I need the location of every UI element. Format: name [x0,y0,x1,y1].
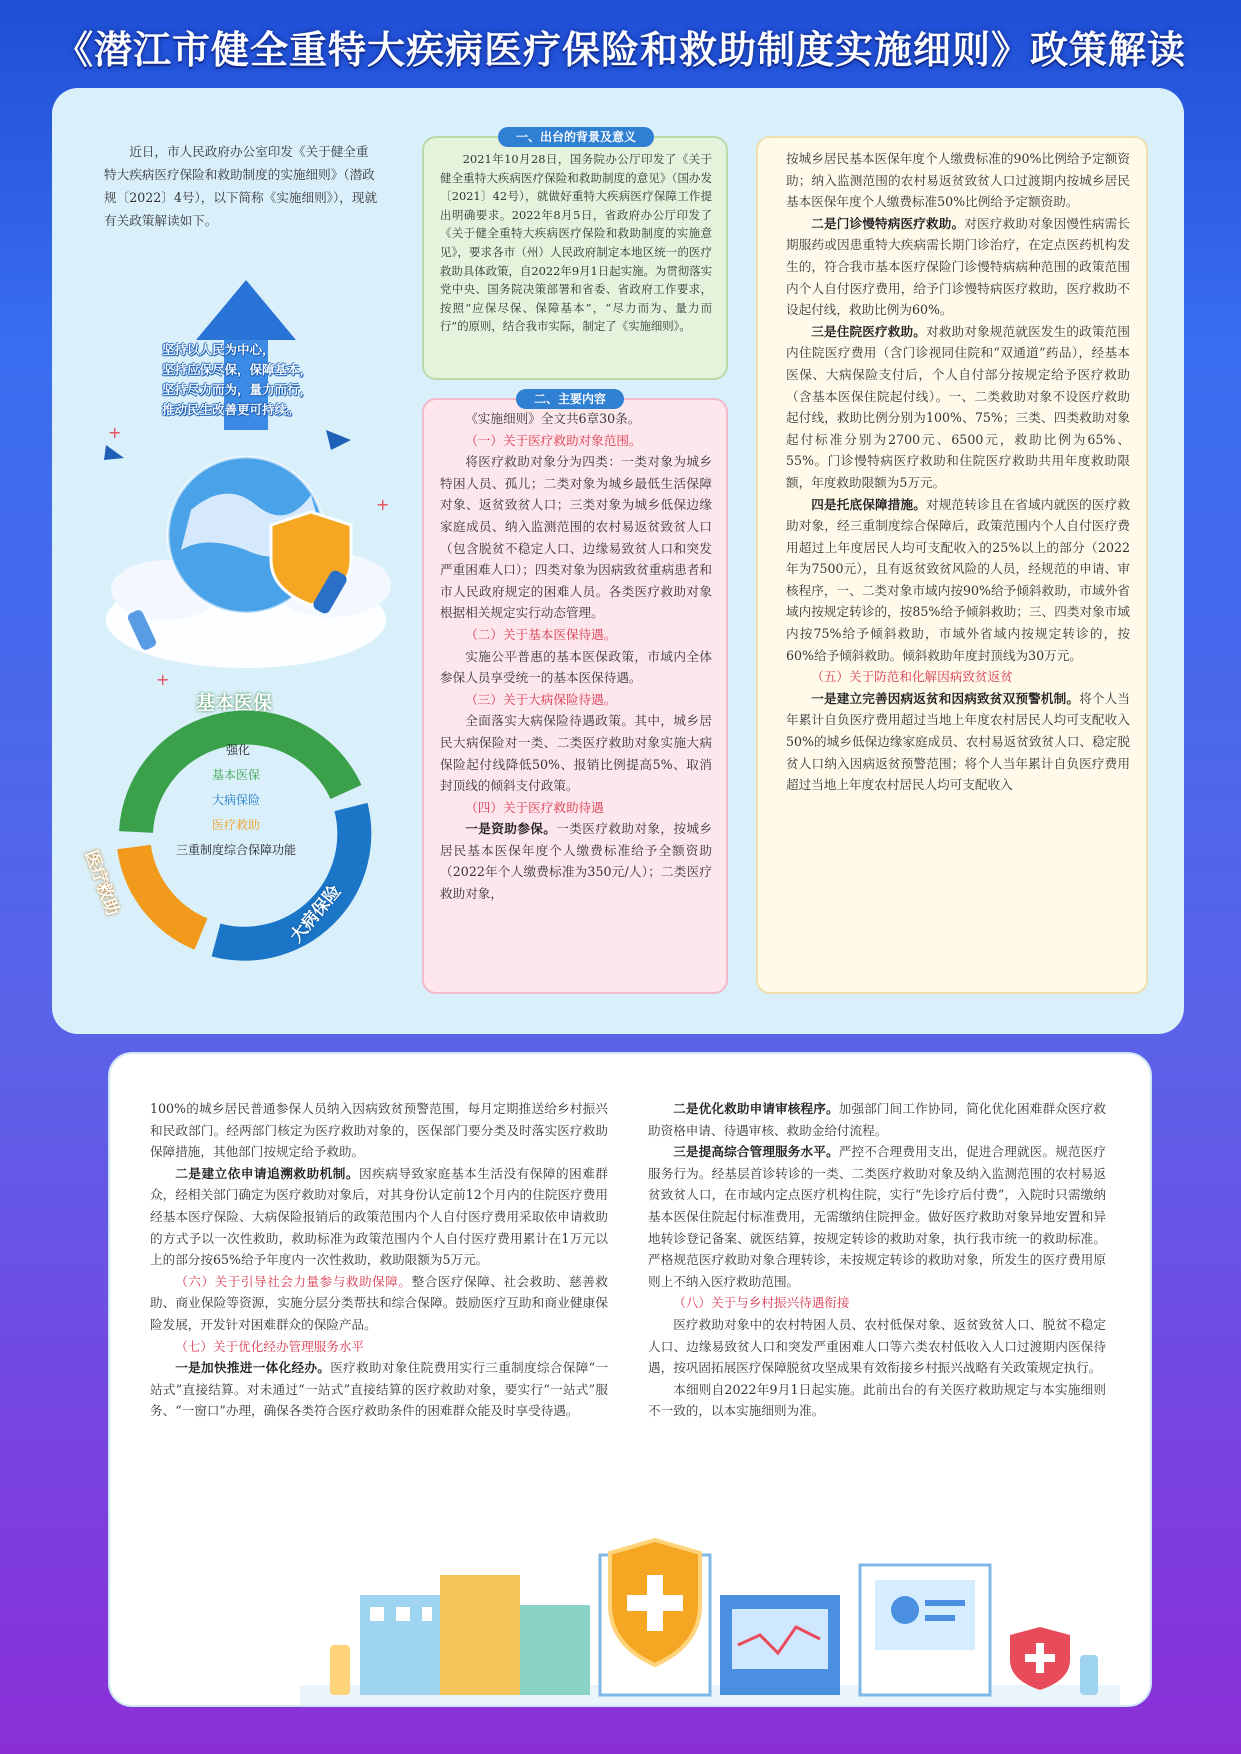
bold-lead: 二是优化救助申请审核程序。 [673,1101,839,1116]
paragraph-body: 加强部门间工作协同，简化优化困难群众医疗救助资格申请、待遇审核、救助金给付流程。 [648,1101,1107,1138]
paragraph-body: 对医疗救助对象因慢性病需长期服药或因患重特大疾病需长期门诊治疗，在定点医药机构发生的，符合我市基本医疗保险门诊慢特病病种范围的政策范围内个人自付医疗费用，给予门诊慢特病医疗救助，医疗救助不设起付线，救助比例为60%。 [786,215,1131,318]
paragraph-body: 因疾病导致家庭基本生活没有保障的困难群众，经相关部门确定为医疗救助对象后，对其身份认定前12个月内的住院医疗费用经基本医疗保险、大病保险报销后的政策范围内个人自付医疗费用采取依申请救助的方式予以一次性救助，救助标准为政策范围内个人自付医疗费用累计在1万元以上的部分按65%给予年度内一次性救助，救助限额为5万元。 [150,1165,609,1268]
bottom-right-text [648,1098,1106,1422]
section-tag-main-content: 二、主要内容 [516,389,624,409]
ring-center-item: 基本医保 [212,768,261,782]
paragraph [440,818,712,904]
paragraph-body: 严控不合理费用支出，促进合理就医。规范医疗服务行为。经基层首诊转诊的一类、二类医疗救助对象及纳入监测范围的农村易返贫致贫人口，在市域内定点医疗机构住院，实行“先诊疗后付费”，入院时只需缴纳基本医保住院起付标准费用，无需缴纳住院押金。做好医疗救助对象异地安置和异地转诊登记备案、就医结算，按规定转诊的救助对象，执行我市统一的救助标准。严格规范医疗救助对象合理转诊，未按规定转诊的救助对象，所发生的医疗费用原则上不纳入医疗救助范围。 [648,1144,1107,1289]
paragraph: 医疗救助对象中的农村特困人员、农村低保对象、返贫致贫人口、脱贫不稳定人口、边缘易致贫人口和突发严重困难人口等六类农村低收入人口过渡期内医保待遇，按巩固拓展医疗保障脱贫攻坚成果有效衔接乡村振兴战略有关政策规定执行。 [648,1316,1106,1376]
bold-lead: 二是门诊慢特病医疗救助。 [811,215,965,231]
slogan-line: 坚持应保尽保，保障基本， [162,362,313,377]
bold-lead: 三是提高综合管理服务水平。 [673,1144,839,1160]
paragraph [786,494,1130,667]
svg-text:+: + [376,495,390,514]
paragraph: 100%的城乡居民普通参保人员纳入因病致贫预警范围，每月定期推送给乡村振兴和民政部门。经两部门核定为医疗救助对象的，医保部门要分类及时落实医疗救助保障措施，其他部门按规定给予救助。 [150,1101,608,1160]
paragraph: 全面落实大病保险待遇政策。其中，城乡居民大病保险对一类、二类医疗救助对象实施大病保险起付线降低50%、报销比例提高5%、取消封顶线的倾斜支付政策。 [440,713,712,794]
page-title: 《潜江市健全重特大疾病医疗保险和救助制度实施细则》政策解读 [54,28,1186,72]
ring-label-serious-illness: 大病保险 [286,881,346,947]
svg-text:+: + [108,423,122,442]
subheading-label: （六）关于引导社会力量参与救助保障。 [175,1273,412,1289]
ring-center-item: 三重制度综合保障功能 [176,843,297,857]
paragraph-body: 医疗救助对象住院费用实行三重制度综合保障“一站式”直接结算。对未通过“一站式”直接结算的医疗救助对象，要实行“一站式”服务、“一窗口”办理，确保各类符合医疗救助条件的困难群众能及时享受待遇。 [150,1360,608,1419]
right-content-text [786,148,1130,796]
ring-label-basic-insurance: 基本医保 [196,692,273,714]
subheading: （四）关于医疗救助待遇 [465,799,604,815]
bold-lead: 三是住院医疗救助。 [811,323,927,339]
subheading: （一）关于医疗救助对象范围。 [465,432,642,448]
slogan-line: 坚持尽力而为，量力而行， [162,382,313,397]
slogan-block [162,340,312,420]
ring-center-list [176,738,296,863]
paragraph: 按城乡居民基本医保年度个人缴费标准的90%比例给予定额资助；纳入监测范围的农村易返贫致贫人口过渡期内按城乡居民基本医保年度个人缴费标准50%比例给予定额资助。 [786,151,1130,210]
bold-lead: 一是资助参保。 [465,821,557,837]
paragraph [648,1098,1106,1141]
bold-lead: 一是加快推进一体化经办。 [175,1360,331,1376]
subheading: （五）关于防范和化解因病致贫返贫 [811,669,1013,685]
paragraph-body: 整合医疗保障、社会救助、慈善救助、商业保险等资源，实施分层分类帮扶和综合保障。鼓励医疗互助和商业健康保险发展，开发针对困难群众的保险产品。 [150,1273,609,1332]
ring-center-item: 医疗救助 [212,818,261,832]
subheading: （二）关于基本医保待遇。 [465,626,617,642]
paragraph: 《实施细则》全文共6章30条。 [465,411,641,426]
paragraph-body: 一类医疗救助对象，按城乡居民基本医保年度个人缴费标准给予全额资助（2022年个人缴费标准为350元/人）；二类医疗救助对象， [440,821,713,902]
section-tag-background: 一、出台的背景及意义 [498,127,654,147]
svg-text:+: + [156,670,170,689]
ring-label-medical-aid: 医疗救助 [80,847,123,919]
paragraph: 将医疗救助对象分为四类：一类对象为城乡特困人员、孤儿；二类对象为城乡最低生活保障对象、返贫致贫人口；三类对象为城乡低保边缘家庭成员、纳入监测范围的农村易返贫致贫人口（包含脱贫不稳定人口、边缘易致贫人口和突发严重困难人口）；四类对象为因病致贫重病患者和市人民政府规定的困难人员。各类医疗救助对象根据相关规定实行动态管理。 [440,454,712,621]
paragraph [786,213,1130,321]
subheading: （八）关于与乡村振兴待遇衔接 [673,1295,850,1311]
paragraph-body: 对规范转诊且在省域内就医的医疗救助对象，经三重制度综合保障后，政策范围内个人自付医疗费用超过上年度居民人均可支配收入的25%以上的部分（2022年为7500元），且有返贫致贫风险的人员，经规范的申请、审核程序，一、二类对象市域内按90%给予倾斜救助，市域外省域内按规定转诊的，按85%给予倾斜救助；三、四类对象市域内按75%给予倾斜救助，市域外省域内按规定转诊的，按60%给予倾斜救助。倾斜救助年度封顶线为30万元。 [786,496,1131,663]
paragraph [648,1141,1106,1292]
background-text: 2021年10月28日，国务院办公厅印发了《关于健全重特大疾病医疗保险和救助制度的意见》（国办发〔2021〕42号），就做好重特大疾病医疗保障工作提出明确要求。2022年8月5日，省政府办公厅印发了《关于健全重特大疾病医疗保险和救助制度的实施意见》，要求各市（州）人民政府制定本地区统一的医疗救助具体政策，自2022年9月1日起实施。为贯彻落实党中央、国务院决策部署和省委、省政府工作要求，按照“应保尽保、保障基本”，“尽力而为、量力而行”的原则，结合我市实际，制定了《实施细则》。 [440,152,712,334]
slogan-line: 推动民生改善更可持续。 [162,402,300,417]
paragraph: 实施公平普惠的基本医保政策，市域内全体参保人员享受统一的基本医保待遇。 [440,648,712,686]
paragraph-body: 将个人当年累计自负医疗费用超过当地上年度农村居民人均可支配收入50%的城乡低保边缘家庭成员、农村易返贫致贫人口、稳定脱贫人口纳入因病返贫预警范围；将个人当年累计自负医疗费用超过当地上年度农村居民人均可支配收入 [786,690,1131,793]
paragraph [150,1163,608,1271]
paragraph [786,321,1130,494]
bold-lead: 二是建立依申请追溯救助机制。 [175,1165,360,1181]
hospital-illustration [300,1535,1120,1705]
paragraph [150,1357,608,1422]
main-content-text [440,408,712,905]
bold-lead: 四是托底保障措施。 [811,496,927,512]
slogan-line: 坚持以人民为中心， [162,342,275,357]
intro-paragraph: 近日，市人民政府办公室印发《关于健全重特大疾病医疗保险和救助制度的实施细则》（潜政规〔2022〕4号），以下简称《实施细则》），现就有关政策解读如下。 [104,144,378,228]
paragraph-body: 对救助对象规范就医发生的政策范围内住院医疗费用（含门诊视同住院和“双通道”药品），经基本医保、大病保险支付后，个人自付部分按规定给予医疗救助（含基本医保住院起付线）。一、二类救助对象不设医疗救助起付线，救助比例分别为100%、75%；三类、四类救助对象起付标准分别为2700元、6500元，救助比例为65%、55%。门诊慢特病医疗救助和住院医疗救助共用年度救助限额，年度救助限额为5万元。 [786,323,1131,490]
paragraph: 本细则自2022年9月1日起实施。此前出台的有关医疗救助规定与本实施细则不一致的，以本实施细则为准。 [648,1381,1106,1419]
subheading: （三）关于大病保险待遇。 [465,691,617,707]
ring-center-item: 强化 [226,743,251,757]
subheading [150,1271,608,1336]
bottom-left-text [150,1098,608,1422]
subheading: （七）关于优化经办管理服务水平 [175,1338,365,1354]
paragraph [786,688,1130,796]
bold-lead: 一是建立完善因病返贫和因病致贫双预警机制。 [811,690,1080,706]
ring-center-item: 大病保险 [212,793,261,807]
